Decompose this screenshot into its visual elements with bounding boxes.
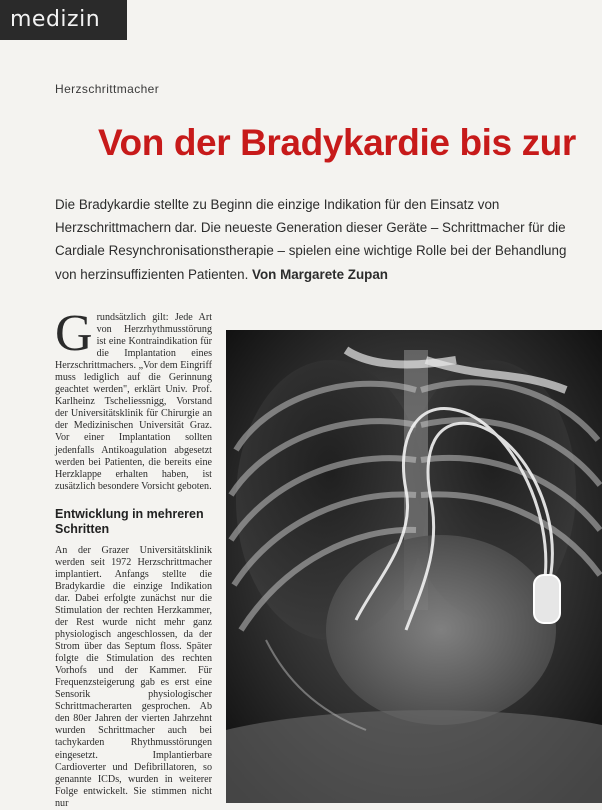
lead-text: Die Bradykardie stellte zu Beginn die einzige Indikation für den Einsatz von Herzschrittmachern dar. Die neueste Generation dieser Geräte – Schrittmacher für die Cardiale Resynchronisationstherapie – spielen eine wichtige Rolle bei der Behandlung von herzinsuffizienten Patienten. [55,197,567,282]
byline: Von Margarete Zupan [252,266,388,282]
first-paragraph-text: rundsätzlich gilt: Jede Art von Herzrhythmusstörung ist eine Kontraindikation für die Implantation eines Herzschrittmachers. „Vor dem Eingriff muss lediglich auf die Gerinnung geachtet werden", erklärt Univ. Prof. Karlheinz Tscheliessnigg, Vorstand der Universitätsklinik für Chirurgie an der Medizinischen Universität Graz. Vor einer Implantation sollten jedenfalls Antikoagulation abgesetzt werden bei Patienten, die bereits eine Herzklappe erhalten haben, ist zusätzlich besondere Vorsicht geboten. [55,312,212,492]
dropcap: G [55,305,93,362]
lead-paragraph [55,193,575,286]
first-paragraph [55,305,212,493]
kicker: Herzschrittmacher [55,82,160,96]
second-paragraph: An der Grazer Universitätsklinik werden seit 1972 Herzschrittmacher implantiert. Anfangs stellte die Bradykardie die einzige Indikation dar. Dabei erfolgte zunächst nur die Stimulation der rechten Herzkammer, der Rest wurde nicht mehr ganz physiologisch angeschlossen, da der Strom über das Septum floss. Später folgte die Stimulation des rechten Vorhofs und der Kammer. Für Frequenzsteigerung gab es erst eine Sensorik physiologischer Schrittmacherarten gesprochen. Ab den 80er Jahren der vierten Jahrzehnt wurden Schrittmacher auch bei tachykarden Rhythmusstörungen eingesetzt. Implantierbare Cardioverter und Defibrillatoren, so genannte ICDs, wurden in weiterer Folge entwickelt. Sie stimmen nicht nur [55,544,212,809]
subheading: Entwicklung in mehreren Schritten [55,506,204,536]
pacemaker-device [534,575,560,623]
xray-illustration [226,330,602,803]
headline: Von der Bradykardie bis zur [98,122,576,163]
section-tag: medizin [0,0,127,40]
article-column [55,305,212,810]
chest-xray-image [226,330,602,803]
